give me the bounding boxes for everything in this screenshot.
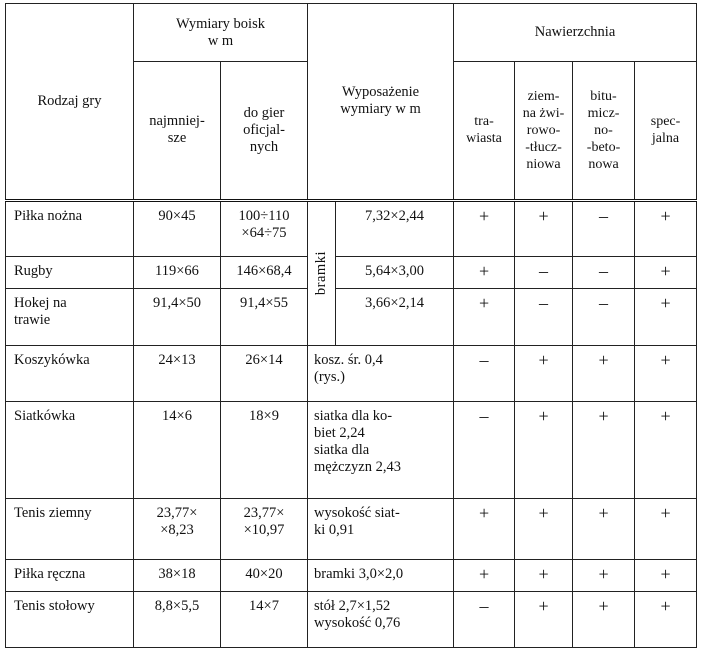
surface-grass-mark: + (454, 289, 515, 345)
equipment: wysokość siat- ki 0,91 (308, 498, 454, 559)
min-dimensions: 24×13 (134, 345, 221, 401)
surface-bitumen-mark: + (573, 402, 635, 499)
equipment: stół 2,7×1,52 wysokość 0,76 (308, 591, 454, 647)
surface-bitumen-mark: – (573, 200, 635, 256)
surface-special-mark: + (635, 591, 697, 647)
surface-earth-mark: + (515, 591, 573, 647)
surface-earth-mark: + (515, 560, 573, 591)
min-dimensions: 8,8×5,5 (134, 591, 221, 647)
header-field-dimensions: Wymiary boisk w m (134, 4, 308, 62)
surface-grass-mark: – (454, 591, 515, 647)
game-name: Siatkówka (6, 402, 134, 499)
surface-earth-mark: + (515, 200, 573, 256)
table-row (6, 200, 697, 256)
surface-bitumen-mark: + (573, 560, 635, 591)
header-min-dimensions: najmniej- sze (134, 62, 221, 200)
min-dimensions: 38×18 (134, 560, 221, 591)
game-name: Koszykówka (6, 345, 134, 401)
official-dimensions: 91,4×55 (221, 289, 308, 345)
equipment: 7,32×2,44 (336, 200, 454, 256)
equipment: bramki 3,0×2,0 (308, 560, 454, 591)
equipment: 3,66×2,14 (336, 289, 454, 345)
surface-earth-mark: + (515, 345, 573, 401)
min-dimensions: 90×45 (134, 200, 221, 256)
official-dimensions: 26×14 (221, 345, 308, 401)
min-dimensions: 91,4×50 (134, 289, 221, 345)
header-surface-special: spec- jalna (635, 62, 697, 200)
table-row (6, 289, 697, 345)
equipment: siatka dla ko- biet 2,24 siatka dla mężczyzn 2,43 (308, 402, 454, 499)
table-row (6, 591, 697, 647)
official-dimensions: 100÷110 ×64÷75 (221, 200, 308, 256)
table-row (6, 345, 697, 401)
equipment: 5,64×3,00 (336, 256, 454, 288)
table-row (6, 256, 697, 288)
sports-fields-table (5, 3, 697, 648)
surface-earth-mark: – (515, 289, 573, 345)
surface-special-mark: + (635, 256, 697, 288)
game-name: Hokej na trawie (6, 289, 134, 345)
goals-label: bramki (312, 251, 329, 296)
equipment: kosz. śr. 0,4 (rys.) (308, 345, 454, 401)
surface-special-mark: + (635, 560, 697, 591)
official-dimensions: 14×7 (221, 591, 308, 647)
game-name: Piłka ręczna (6, 560, 134, 591)
table-row (6, 498, 697, 559)
surface-grass-mark: – (454, 345, 515, 401)
surface-bitumen-mark: – (573, 256, 635, 288)
header-surface-earth-gravel: ziem- na żwi- rowo- -tłucz- niowa (515, 62, 573, 200)
table-row (6, 402, 697, 499)
surface-bitumen-mark: + (573, 345, 635, 401)
game-name: Tenis ziemny (6, 498, 134, 559)
game-name: Rugby (6, 256, 134, 288)
min-dimensions: 23,77× ×8,23 (134, 498, 221, 559)
surface-bitumen-mark: + (573, 591, 635, 647)
surface-bitumen-mark: – (573, 289, 635, 345)
header-equipment: Wyposażenie wymiary w m (308, 4, 454, 201)
official-dimensions: 146×68,4 (221, 256, 308, 288)
surface-bitumen-mark: + (573, 498, 635, 559)
surface-special-mark: + (635, 402, 697, 499)
surface-grass-mark: – (454, 402, 515, 499)
surface-special-mark: + (635, 498, 697, 559)
header-official-dimensions: do gier oficjal- nych (221, 62, 308, 200)
official-dimensions: 40×20 (221, 560, 308, 591)
surface-earth-mark: – (515, 256, 573, 288)
header-surface: Nawierzchnia (454, 4, 697, 62)
surface-special-mark: + (635, 289, 697, 345)
surface-earth-mark: + (515, 402, 573, 499)
official-dimensions: 18×9 (221, 402, 308, 499)
header-surface-bitumen-concrete: bitu- micz- no- -beto- nowa (573, 62, 635, 200)
header-game-type: Rodzaj gry (6, 4, 134, 201)
surface-grass-mark: + (454, 256, 515, 288)
min-dimensions: 119×66 (134, 256, 221, 288)
table-row (6, 560, 697, 591)
surface-grass-mark: + (454, 200, 515, 256)
game-name: Piłka nożna (6, 200, 134, 256)
surface-grass-mark: + (454, 560, 515, 591)
official-dimensions: 23,77× ×10,97 (221, 498, 308, 559)
game-name: Tenis stołowy (6, 591, 134, 647)
surface-special-mark: + (635, 200, 697, 256)
surface-earth-mark: + (515, 498, 573, 559)
min-dimensions: 14×6 (134, 402, 221, 499)
goals-label-cell (308, 200, 336, 345)
surface-grass-mark: + (454, 498, 515, 559)
surface-special-mark: + (635, 345, 697, 401)
header-surface-grass: tra- wiasta (454, 62, 515, 200)
